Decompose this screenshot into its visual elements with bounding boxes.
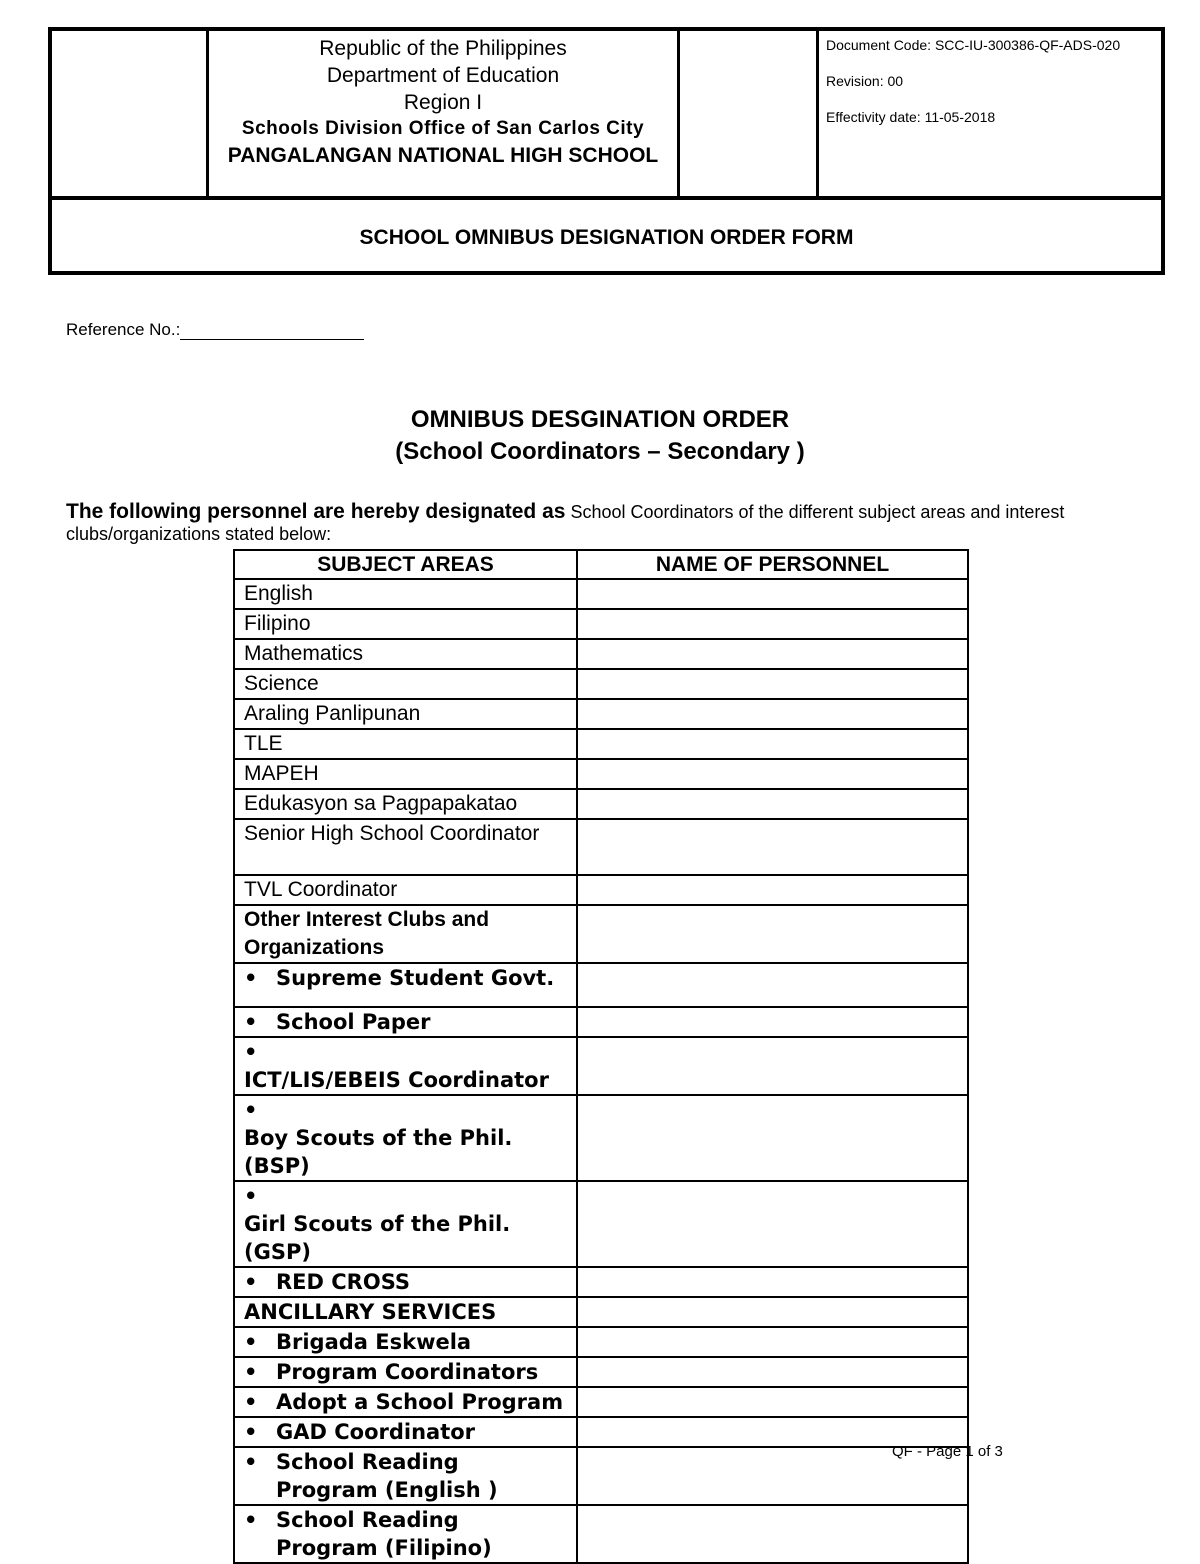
personnel-cell[interactable] xyxy=(577,789,968,819)
logo-cell-right xyxy=(680,31,819,196)
document-info-cell xyxy=(819,31,1161,196)
table-row xyxy=(234,1387,968,1417)
table-row xyxy=(234,1357,968,1387)
order-subtitle: (School Coordinators – Secondary ) xyxy=(395,438,805,465)
personnel-cell[interactable] xyxy=(577,1181,968,1267)
table-row xyxy=(234,789,968,819)
personnel-cell[interactable] xyxy=(577,759,968,789)
table-row xyxy=(234,669,968,699)
club-cell: • Supreme Student Govt. xyxy=(234,963,577,1007)
page-footer: QF - Page 1 of 3 xyxy=(892,1443,1003,1460)
personnel-cell[interactable] xyxy=(577,875,968,905)
personnel-cell[interactable] xyxy=(577,639,968,669)
personnel-cell[interactable] xyxy=(577,1007,968,1037)
bullet-icon: • xyxy=(244,1270,258,1294)
form-title: SCHOOL OMNIBUS DESIGNATION ORDER FORM xyxy=(359,225,854,249)
club-cell: •ICT/LIS/EBEIS Coordinator xyxy=(234,1037,577,1095)
table-row xyxy=(234,875,968,905)
personnel-cell[interactable] xyxy=(577,669,968,699)
order-title: OMNIBUS DESGINATION ORDER xyxy=(410,406,790,433)
table-row xyxy=(234,1417,968,1447)
personnel-cell[interactable] xyxy=(577,905,968,963)
table-row xyxy=(234,1505,968,1563)
personnel-cell[interactable] xyxy=(577,963,968,1007)
ancillary-cell: • School Reading Program (English ) xyxy=(234,1447,577,1505)
column-header-subject: SUBJECT AREAS xyxy=(234,550,577,579)
personnel-cell[interactable] xyxy=(577,1037,968,1095)
subject-cell: Mathematics xyxy=(234,639,577,669)
column-header-personnel: NAME OF PERSONNEL xyxy=(577,550,968,579)
table-row xyxy=(234,639,968,669)
school-name: PANGALANGAN NATIONAL HIGH SCHOOL xyxy=(227,144,659,167)
org-line: Department of Education xyxy=(326,64,560,87)
header-top-row xyxy=(52,31,1161,200)
subject-cell: TVL Coordinator xyxy=(234,875,577,905)
table-row xyxy=(234,819,968,875)
table-section-row xyxy=(234,905,968,963)
subject-cell: Araling Panlipunan xyxy=(234,699,577,729)
table-header-row xyxy=(234,550,968,579)
ancillary-cell: • Program Coordinators xyxy=(234,1357,577,1387)
personnel-cell[interactable] xyxy=(577,1297,968,1327)
table-row xyxy=(234,699,968,729)
institution-cell xyxy=(209,31,680,196)
reference-number xyxy=(66,320,364,340)
table-row xyxy=(234,1007,968,1037)
table-row xyxy=(234,759,968,789)
table-row xyxy=(234,963,968,1007)
personnel-cell[interactable] xyxy=(577,609,968,639)
club-cell: • RED CROSS xyxy=(234,1267,577,1297)
clubs-heading: Other Interest Clubs and Organizations xyxy=(234,905,577,963)
personnel-cell[interactable] xyxy=(577,729,968,759)
bullet-icon: • xyxy=(244,1360,258,1384)
org-line: Republic of the Philippines xyxy=(319,37,567,60)
subject-cell: Science xyxy=(234,669,577,699)
org-line: Region I xyxy=(403,91,483,114)
ancillary-heading: ANCILLARY SERVICES xyxy=(234,1297,577,1327)
personnel-cell[interactable] xyxy=(577,819,968,875)
subject-cell: TLE xyxy=(234,729,577,759)
personnel-cell[interactable] xyxy=(577,1387,968,1417)
bullet-icon: • xyxy=(244,1420,258,1444)
table-row xyxy=(234,1447,968,1505)
table-row xyxy=(234,579,968,609)
bullet-icon: • xyxy=(244,1330,258,1354)
ancillary-cell: • School Reading Program (Filipino) xyxy=(234,1505,577,1563)
personnel-cell[interactable] xyxy=(577,1357,968,1387)
subject-cell: Senior High School Coordinator xyxy=(234,819,577,875)
personnel-cell[interactable] xyxy=(577,579,968,609)
personnel-cell[interactable] xyxy=(577,1267,968,1297)
subject-cell: Filipino xyxy=(234,609,577,639)
document-code: Document Code: SCC-IU-300386-QF-ADS-020 xyxy=(826,37,1121,53)
table-row xyxy=(234,1327,968,1357)
table-row xyxy=(234,729,968,759)
bullet-icon: • xyxy=(244,1098,258,1122)
club-cell: •Boy Scouts of the Phil. (BSP) xyxy=(234,1095,577,1181)
table-row xyxy=(234,1267,968,1297)
bullet-icon: • xyxy=(244,1390,258,1414)
revision: Revision: 00 xyxy=(826,73,904,89)
bullet-icon: • xyxy=(244,1450,258,1474)
subject-cell: English xyxy=(234,579,577,609)
bullet-icon: • xyxy=(244,1040,258,1064)
designation-table xyxy=(233,549,969,1564)
bullet-icon: • xyxy=(244,1010,258,1034)
effectivity-date: Effectivity date: 11-05-2018 xyxy=(826,109,996,125)
document-header xyxy=(48,27,1165,275)
club-cell: • School Paper xyxy=(234,1007,577,1037)
personnel-cell[interactable] xyxy=(577,1327,968,1357)
ancillary-cell: • Adopt a School Program xyxy=(234,1387,577,1417)
club-cell: •Girl Scouts of the Phil. (GSP) xyxy=(234,1181,577,1267)
personnel-cell[interactable] xyxy=(577,699,968,729)
personnel-cell[interactable] xyxy=(577,1095,968,1181)
table-section-row xyxy=(234,1297,968,1327)
ancillary-cell: • GAD Coordinator xyxy=(234,1417,577,1447)
logo-cell-left xyxy=(52,31,209,196)
bullet-icon: • xyxy=(244,966,258,990)
reference-blank[interactable] xyxy=(180,321,364,340)
intro-bold: The following personnel are hereby designated as xyxy=(66,500,566,523)
reference-label: Reference No.: xyxy=(66,320,181,339)
subject-cell: Edukasyon sa Pagpapakatao xyxy=(234,789,577,819)
table-row xyxy=(234,1095,968,1181)
intro-paragraph xyxy=(66,501,1146,545)
subject-cell: MAPEH xyxy=(234,759,577,789)
table-row xyxy=(234,1037,968,1095)
intro-text: School Coordinators of the different subject areas and interest clubs/organizations stated below: xyxy=(66,502,1065,544)
bullet-icon: • xyxy=(244,1508,258,1532)
table-row xyxy=(234,1181,968,1267)
table-row xyxy=(234,609,968,639)
division-name: Schools Division Office of San Carlos City xyxy=(241,118,645,139)
personnel-cell[interactable] xyxy=(577,1505,968,1563)
ancillary-cell: • Brigada Eskwela xyxy=(234,1327,577,1357)
bullet-icon: • xyxy=(244,1184,258,1208)
